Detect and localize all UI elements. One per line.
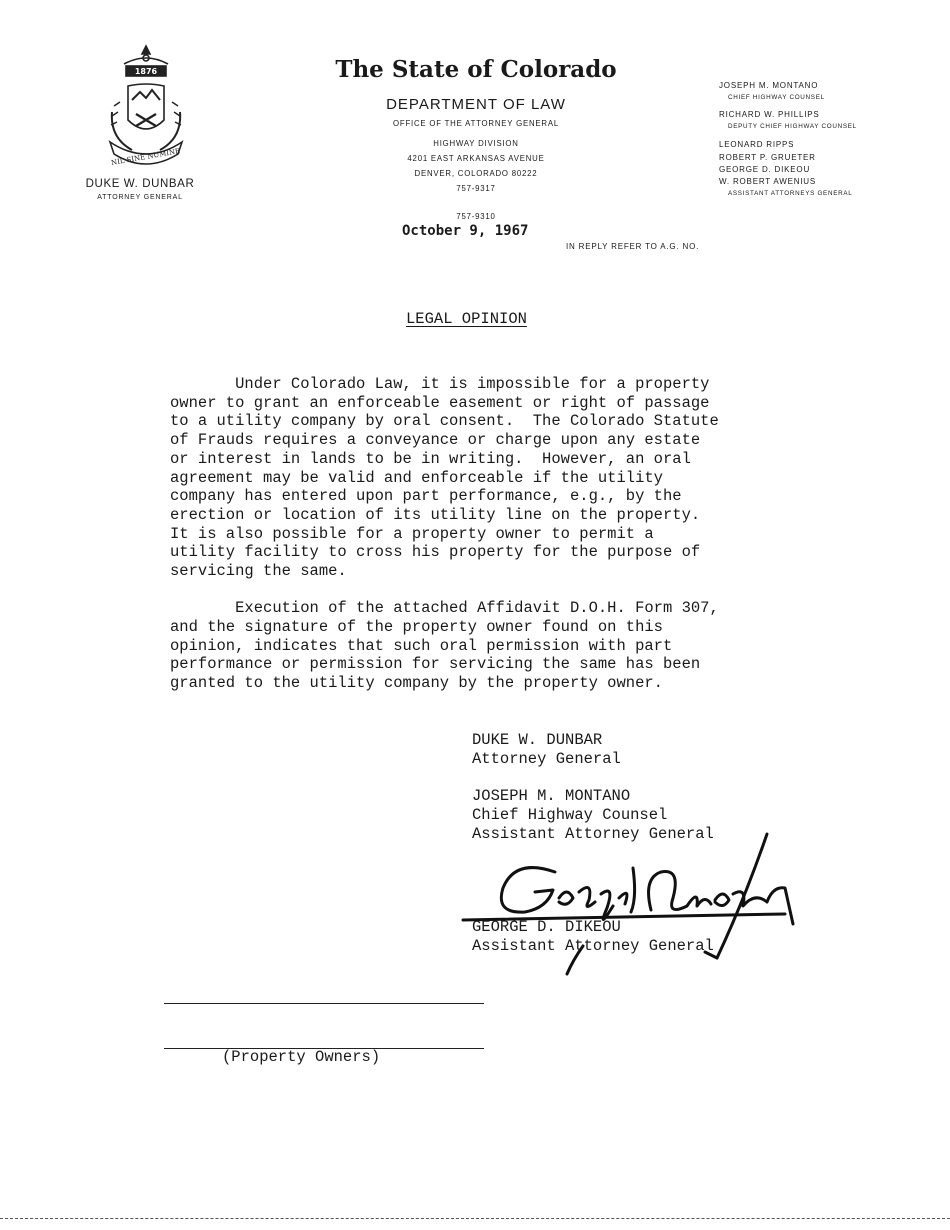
staff-title: DEPUTY CHIEF HIGHWAY COUNSEL [728, 123, 857, 130]
seal-motto: NIL SINE NUMINE [110, 147, 181, 168]
body-line: Execution of the attached Affidavit D.O.H. Form 307, [170, 599, 719, 617]
body-line: performance or permission for servicing the same has been [170, 655, 701, 673]
signatory-name: JOSEPH M. MONTANO [472, 787, 631, 805]
page-edge-rule [0, 1218, 950, 1219]
staff-name: GEORGE D. DIKEOU [719, 165, 811, 174]
staff-title: ASSISTANT ATTORNEYS GENERAL [728, 190, 853, 197]
division-name: HIGHWAY DIVISION [433, 139, 519, 148]
body-line: Under Colorado Law, it is impossible for a property [170, 375, 710, 393]
street-address: 4201 EAST ARKANSAS AVENUE [407, 154, 545, 163]
staff-name: JOSEPH M. MONTANO [719, 81, 819, 90]
staff-title: CHIEF HIGHWAY COUNSEL [728, 94, 825, 101]
signatory-title: Assistant Attorney General [472, 937, 714, 955]
body-line: company has entered upon part performance, e.g., by the [170, 487, 682, 505]
signatory-title: Assistant Attorney General [472, 825, 714, 843]
signatory-name: GEORGE D. DIKEOU [472, 918, 621, 936]
property-owners-label: (Property Owners) [222, 1048, 381, 1066]
body-line: of Frauds requires a conveyance or charge upon any estate [170, 431, 701, 449]
state-title: The State of Colorado [335, 56, 617, 83]
body-line: or interest in lands to be in writing. However, an oral [170, 450, 691, 468]
body-line: and the signature of the property owner found on this [170, 618, 663, 636]
letter-date: October 9, 1967 [402, 223, 529, 239]
department-name: DEPARTMENT OF LAW [386, 96, 566, 113]
attorney-general-title: ATTORNEY GENERAL [97, 194, 183, 201]
body-line: granted to the utility company by the property owner. [170, 674, 663, 692]
document-heading: LEGAL OPINION [406, 310, 527, 328]
body-line: erection or location of its utility line on the property. [170, 506, 701, 524]
staff-name: RICHARD W. PHILLIPS [719, 110, 820, 119]
body-line: servicing the same. [170, 562, 347, 580]
body-line: to a utility company by oral consent. The Colorado Statute [170, 412, 719, 430]
attorney-general-name: DUKE W. DUNBAR [85, 178, 195, 190]
state-seal-icon [98, 42, 194, 172]
phone-number-2: 757-9310 [456, 212, 496, 221]
office-name: OFFICE OF THE ATTORNEY GENERAL [393, 119, 559, 128]
city-address: DENVER, COLORADO 80222 [414, 169, 538, 178]
body-line: agreement may be valid and enforceable if the utility [170, 469, 663, 487]
body-line: It is also possible for a property owner to permit a [170, 525, 654, 543]
seal-year: 1876 [134, 67, 158, 76]
staff-name: ROBERT P. GRUETER [719, 153, 816, 162]
signatory-title: Chief Highway Counsel [472, 806, 668, 824]
staff-name: LEONARD RIPPS [719, 140, 795, 149]
staff-name: W. ROBERT AWENIUS [719, 177, 817, 186]
owner-signature-line [164, 1003, 484, 1004]
body-line: owner to grant an enforceable easement or right of passage [170, 394, 710, 412]
body-line: utility facility to cross his property for the purpose of [170, 543, 701, 561]
signatory-title: Attorney General [472, 750, 621, 768]
refer-to-label: IN REPLY REFER TO A.G. NO. [566, 242, 700, 251]
phone-number-1: 757-9317 [456, 184, 496, 193]
signatory-name: DUKE W. DUNBAR [472, 731, 603, 749]
body-line: opinion, indicates that such oral permission with part [170, 637, 673, 655]
